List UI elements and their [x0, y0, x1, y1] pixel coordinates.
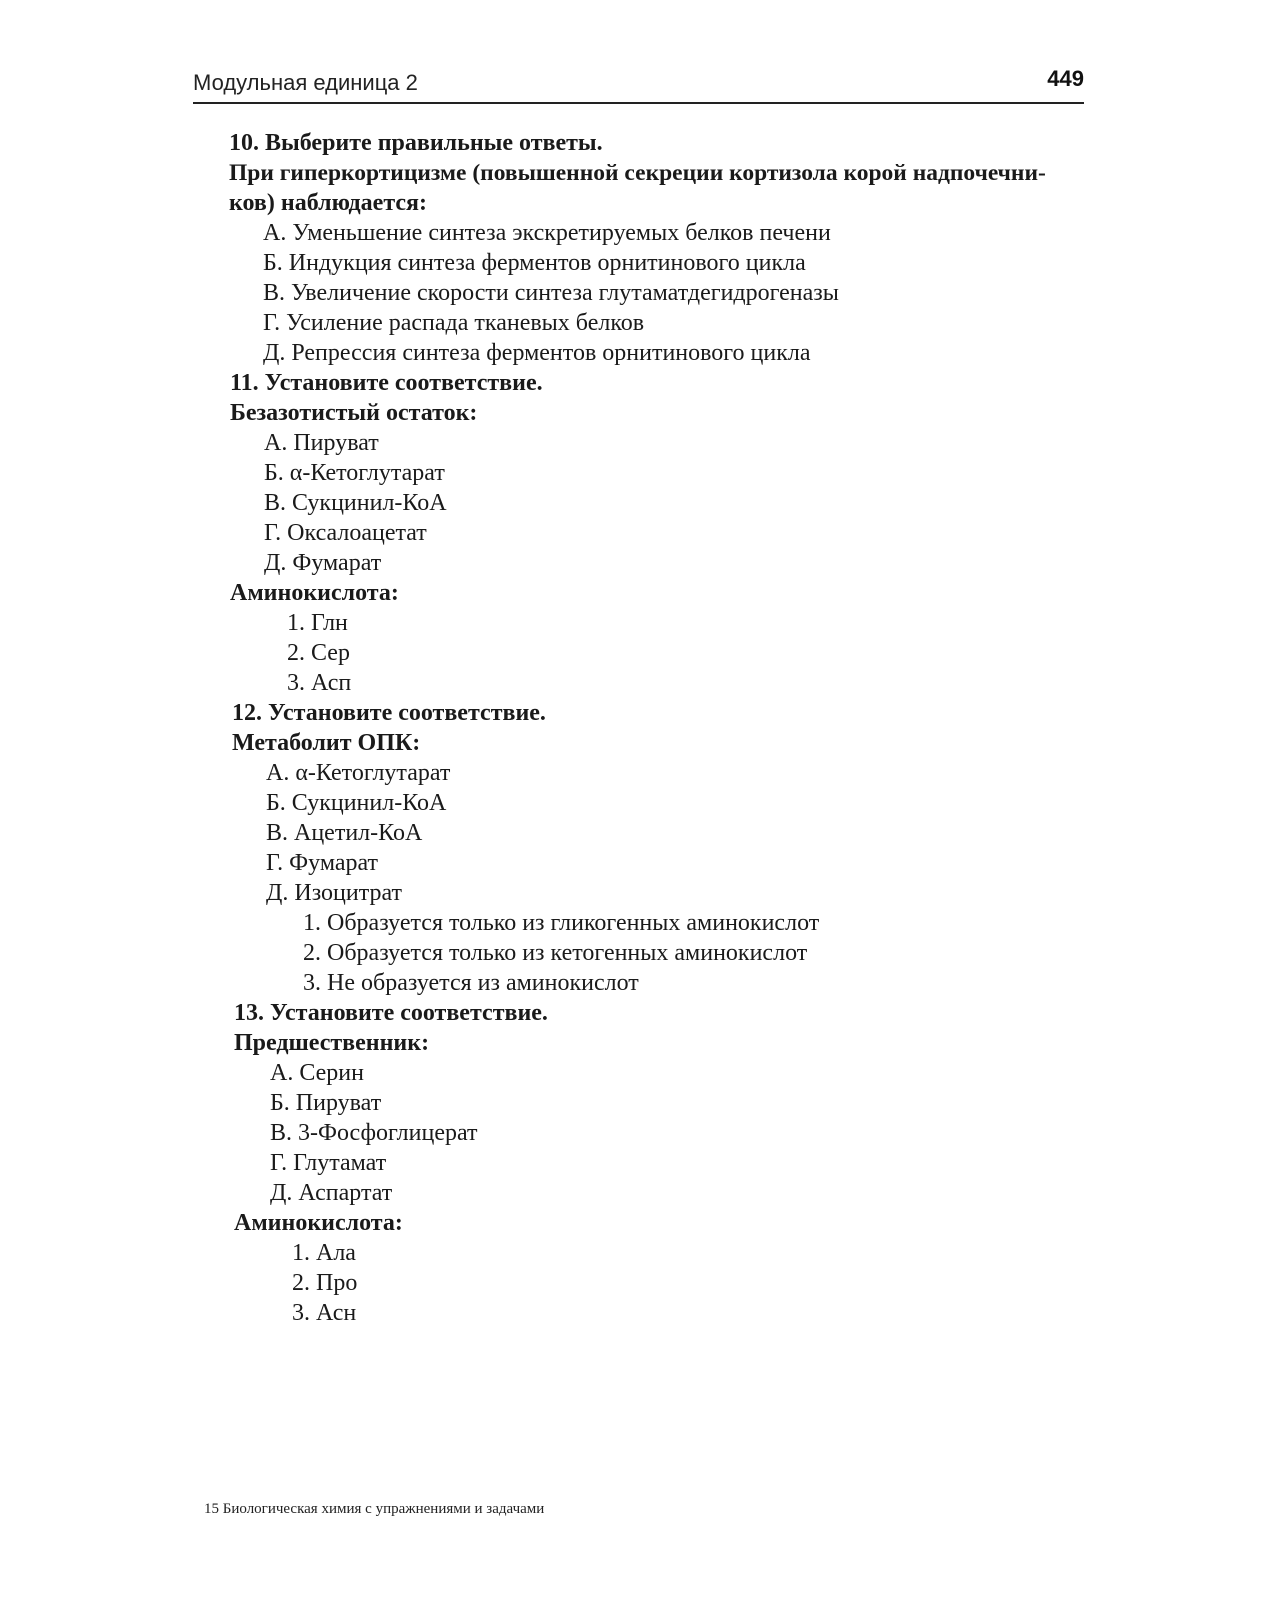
q12-heading: 12. Установите соответствие.: [232, 700, 546, 726]
q13-heading: 13. Установите соответствие.: [234, 1000, 548, 1026]
q11-heading: 11. Установите соответствие.: [230, 370, 543, 396]
q11-group1-label: Безазотистый остаток:: [230, 400, 478, 426]
q12-group2-item: 1. Образуется только из гликогенных аминокислот: [303, 910, 820, 936]
q13-group1-item: Б. Пируват: [270, 1090, 382, 1116]
q13-group1-item: Г. Глутамат: [270, 1150, 387, 1176]
q11-group1-item: Г. Оксалоацетат: [264, 520, 427, 546]
q13-group1-item: Д. Аспартат: [270, 1180, 393, 1206]
q11-group2-item: 3. Асп: [287, 670, 352, 696]
q10-option: В. Увеличение скорости синтеза глутаматдегидрогеназы: [263, 280, 839, 306]
q13-group2-item: 2. Про: [292, 1270, 358, 1296]
q12-group1-item: А. α-Кетоглутарат: [266, 760, 451, 786]
q10-option: А. Уменьшение синтеза экскретируемых белков печени: [263, 220, 831, 246]
q12-group1-item: Б. Сукцинил-КоА: [266, 790, 447, 816]
footer-signature: 15 Биологическая химия с упражнениями и задачами: [204, 1501, 545, 1517]
q10-option: Г. Усиление распада тканевых белков: [263, 310, 645, 336]
q11-group2-label: Аминокислота:: [230, 580, 399, 606]
page-number: 449: [1047, 66, 1084, 91]
q13-group1-item: В. 3-Фосфоглицерат: [270, 1120, 478, 1146]
q10-stem-line1: При гиперкортицизме (повышенной секреции кортизола корой надпочечни-: [229, 160, 1046, 186]
q12-group1-label: Метаболит ОПК:: [232, 730, 421, 756]
q11-group1-item: Д. Фумарат: [264, 550, 382, 576]
q13-group2-label: Аминокислота:: [234, 1210, 403, 1236]
q13-group1-label: Предшественник:: [234, 1030, 430, 1056]
q12-group2-item: 2. Образуется только из кетогенных аминокислот: [303, 940, 808, 966]
q11-group1-item: В. Сукцинил-КоА: [264, 490, 447, 516]
q11-group2-item: 1. Глн: [287, 610, 348, 636]
header-rule: [193, 102, 1084, 104]
q11-group1-item: Б. α-Кетоглутарат: [264, 460, 445, 486]
q12-group1-item: Д. Изоцитрат: [266, 880, 403, 906]
q12-group1-item: Г. Фумарат: [266, 850, 379, 876]
q12-group1-item: В. Ацетил-КоА: [266, 820, 423, 846]
q13-group2-item: 1. Ала: [292, 1240, 356, 1266]
q13-group2-item: 3. Асн: [292, 1300, 357, 1326]
q13-group1-item: А. Серин: [270, 1060, 364, 1086]
q10-option: Б. Индукция синтеза ферментов орнитинового цикла: [263, 250, 806, 276]
q11-group2-item: 2. Сер: [287, 640, 350, 666]
q10-option: Д. Репрессия синтеза ферментов орнитинового цикла: [263, 340, 811, 366]
q11-group1-item: А. Пируват: [264, 430, 379, 456]
q10-stem-line2: ков) наблюдается:: [229, 190, 428, 216]
running-header-title: Модульная единица 2: [193, 70, 418, 95]
q10-heading: 10. Выберите правильные ответы.: [229, 130, 603, 156]
q12-group2-item: 3. Не образуется из аминокислот: [303, 970, 639, 996]
